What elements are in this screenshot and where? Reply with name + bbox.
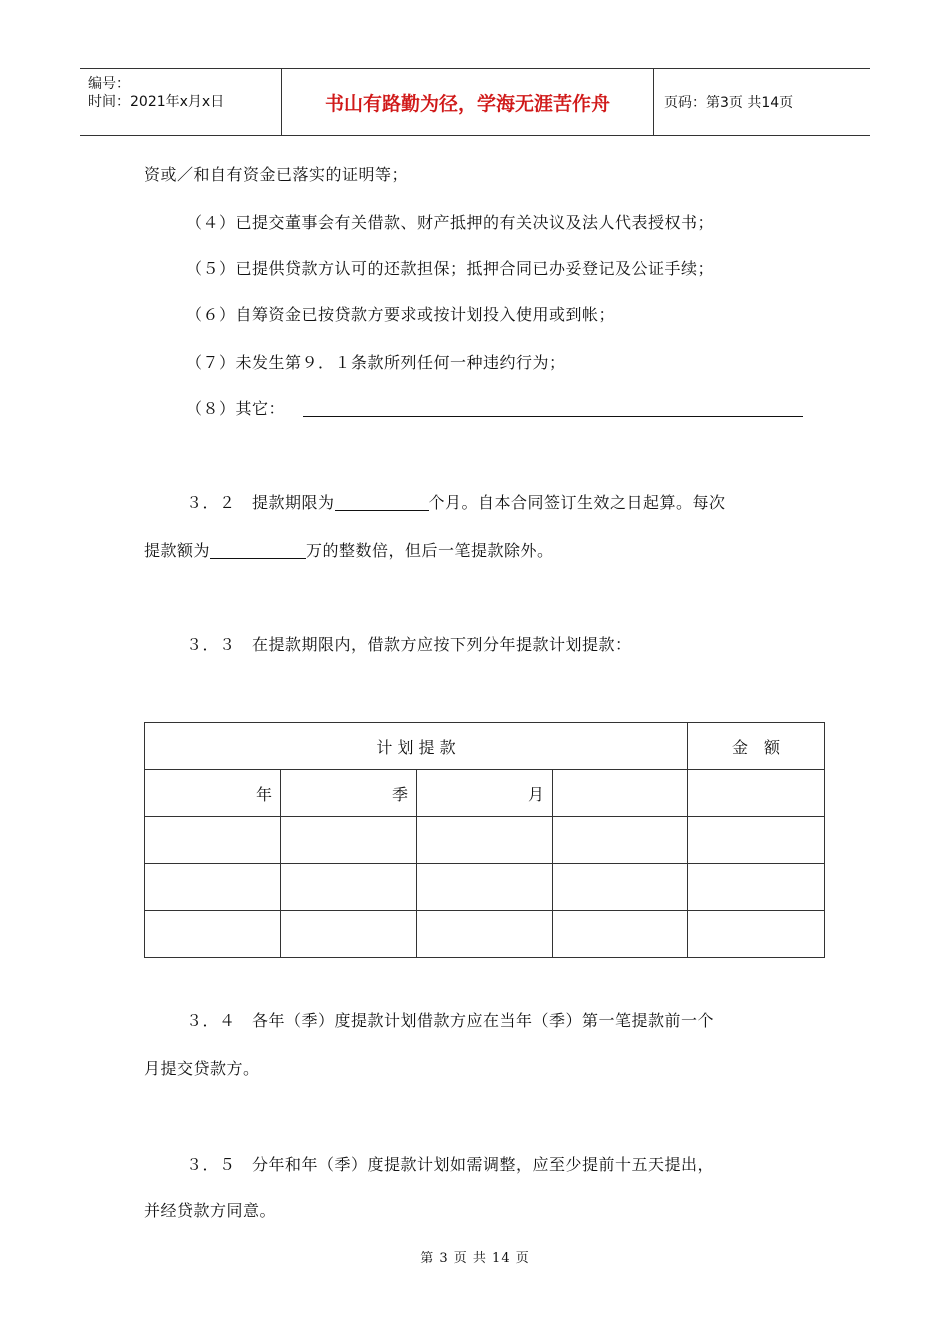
- page-header: [80, 68, 870, 136]
- table-cell: [145, 911, 281, 958]
- item-6: （６）自筹资金已按贷款方要求或按计划投入使用或到帐；: [186, 305, 616, 324]
- table-cell: [417, 911, 553, 958]
- page-footer: 第 3 页 共 14 页: [420, 1251, 530, 1266]
- col-month: 月: [417, 770, 553, 817]
- table-cell: [553, 817, 688, 864]
- table-row: [145, 817, 825, 864]
- item-5: （５）已提供贷款方认可的还款担保；抵押合同已办妥登记及公证手续；: [186, 259, 715, 278]
- table-cell: [281, 817, 417, 864]
- col-blank: [553, 770, 688, 817]
- section-3-3: ３．３ 在提款期限内，借款方应按下列分年提款计划提款：: [186, 635, 632, 654]
- s32-text-a: ３．２ 提款期限为: [186, 493, 335, 512]
- section-3-5-line-1: ３．５ 分年和年（季）度提款计划如需调整，应至少提前十五天提出，: [186, 1155, 715, 1174]
- item-8-row: [186, 396, 803, 419]
- col-year: 年: [145, 770, 281, 817]
- table-cell: [553, 911, 688, 958]
- table-cell: [553, 864, 688, 911]
- section-3-5-line-2: 并经贷款方同意。: [144, 1201, 277, 1220]
- s32-blank-amount: [210, 542, 306, 559]
- header-meta: [80, 69, 282, 135]
- section-3-2-line-2: [144, 538, 554, 561]
- s32-blank-months: [335, 494, 429, 511]
- table-row: [145, 864, 825, 911]
- table-cell: [688, 864, 825, 911]
- table-cell: [417, 817, 553, 864]
- table-cell: [417, 864, 553, 911]
- section-3-4-line-1: ３．４ 各年（季）度提款计划借款方应在当年（季）第一笔提款前一个: [186, 1011, 715, 1030]
- table-cell: [145, 817, 281, 864]
- item-8-blank: [303, 400, 803, 417]
- table-header-row: [145, 723, 825, 770]
- item-8: （８）其它：: [186, 399, 286, 418]
- item-7: （７）未发生第９．１条款所列任何一种违约行为；: [186, 353, 566, 372]
- date-label: 时间：2021年x月x日: [88, 94, 225, 110]
- plan-header: 计 划 提 款: [145, 723, 688, 770]
- body-line-1: 资或／和自有资金已落实的证明等；: [144, 165, 409, 184]
- table-subheader-row: [145, 770, 825, 817]
- header-motto: 书山有路勤为径，学海无涯苦作舟: [282, 69, 654, 135]
- col-amount: [688, 770, 825, 817]
- s32-text-c: 提款额为: [144, 541, 211, 560]
- header-page-label: 页码：第3页 共14页: [664, 95, 794, 111]
- number-label: 编号：: [88, 76, 130, 92]
- section-3-4-line-2: 月提交贷款方。: [144, 1059, 260, 1078]
- table-row: [145, 911, 825, 958]
- table-cell: [281, 864, 417, 911]
- item-4: （４）已提交董事会有关借款、财产抵押的有关决议及法人代表授权书；: [186, 213, 715, 232]
- col-quarter: 季: [281, 770, 417, 817]
- section-3-2-line-1: [186, 490, 726, 513]
- s32-text-d: 万的整数倍，但后一笔提款除外。: [306, 541, 554, 560]
- amount-header: 金 额: [688, 723, 825, 770]
- table-cell: [145, 864, 281, 911]
- table-cell: [688, 911, 825, 958]
- drawdown-plan-table: [144, 722, 825, 958]
- table-cell: [688, 817, 825, 864]
- s32-text-b: 个月。自本合同签订生效之日起算。每次: [428, 493, 726, 512]
- table-cell: [281, 911, 417, 958]
